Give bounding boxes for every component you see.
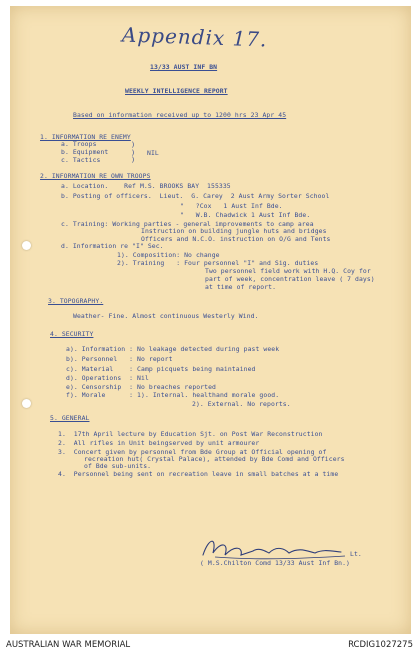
s5-item-3: 3. Concert given by personnel from Bde Group at Official opening of — [58, 448, 327, 456]
section-1-heading: 1. INFORMATION RE ENEMY — [40, 133, 131, 141]
handwritten-appendix-label: Appendix 17. — [121, 22, 268, 52]
s1-troops: a. Troops — [61, 140, 97, 148]
s4-censorship: e). Censorship : No breaches reported — [66, 383, 217, 391]
s2-training-3: Officers and N.C.O. instruction on O/G and Tents — [141, 235, 331, 243]
archive-footer — [0, 634, 419, 653]
s1-nil: NIL — [147, 149, 159, 157]
s2-sec-training-3: part of week, concentration leave ( 7 days) — [205, 275, 375, 283]
s5-item-3-cont: recreation hut( Crystal Palace), attended by Bde Comd and Officers — [84, 455, 345, 463]
section-5-heading: 5. GENERAL — [50, 414, 90, 422]
signature-suffix: Lt. — [350, 550, 362, 558]
s5-item-3-cont-2: of Bde sub-units. — [84, 462, 152, 470]
section-2-heading: 2. INFORMATION RE OWN TROOPS — [40, 172, 151, 180]
unit-heading: 13/33 AUST INF BN — [150, 63, 218, 71]
punch-hole-bottom — [22, 399, 31, 408]
s2-posting-2: " ?Cox 1 Aust Inf Bde. — [180, 202, 283, 210]
section-4-heading: 4. SECURITY — [50, 330, 94, 338]
s3-weather: Weather- Fine. Almost continuous Westerly Wind. — [73, 312, 259, 320]
s2-composition: 1). Composition: No change — [117, 251, 220, 259]
s2-training-1: c. Training: Working parties - general improvements to camp area — [61, 220, 314, 228]
s5-item-1: 1. 17th April lecture by Education Sjt. on Post War Reconstruction — [58, 430, 323, 438]
s4-material: c). Material : Camp picquets being maintained — [66, 365, 256, 373]
s1-brace: ) ) ) — [131, 141, 136, 164]
s1-tactics: c. Tactics — [61, 156, 101, 164]
s2-info-sec: d. Information re "I" Sec. — [61, 242, 164, 250]
s4-morale-external: 2). External. No reports. — [192, 400, 291, 408]
punch-hole-top — [22, 241, 31, 250]
s5-item-2: 2. All rifles in Unit beingserved by unit armourer — [58, 439, 260, 447]
s4-information: a). Information : No leakage detected during past week — [66, 345, 280, 353]
signature-block: ( M.S.Chilton Comd 13/33 Aust Inf Bn.) — [200, 559, 351, 567]
s2-sec-training-2: Two personnel field work with H.Q. Coy for — [205, 267, 371, 275]
s5-item-4: 4. Personnel being sent on recreation leave in small batches at a time — [58, 470, 339, 478]
s2-posting-3: " W.B. Chadwick 1 Aust Inf Bde. — [180, 211, 311, 219]
footer-right: RCDIG1027275 — [348, 640, 413, 650]
section-3-heading: 3. TOPOGRAPHY. — [48, 297, 104, 305]
s4-operations: d). Operations : Nil — [66, 374, 149, 382]
report-basis: Based on information received up to 1200 hrs 23 Apr 45 — [73, 111, 287, 119]
s2-training-2: Instruction on building jungle huts and bridges — [141, 227, 327, 235]
s4-personnel: b). Personnel : No report — [66, 355, 173, 363]
report-title: WEEKLY INTELLIGENCE REPORT — [125, 87, 228, 95]
s2-posting-1: b. Posting of officers. Lieut. G. Carey 2 Aust Army Sorter School — [61, 192, 330, 200]
s2-sec-training-4: at time of report. — [205, 283, 277, 291]
s2-location: a. Location. Ref M.S. BROOKS BAY 155335 — [61, 182, 231, 190]
s4-morale: f). Morale : 1). Internal. healthand morale good. — [66, 391, 280, 399]
s2-sec-training: 2). Training : Four personnel "I" and Sig. duties — [117, 259, 319, 267]
s1-equipment: b. Equipment — [61, 148, 109, 156]
footer-left: AUSTRALIAN WAR MEMORIAL — [6, 640, 131, 650]
